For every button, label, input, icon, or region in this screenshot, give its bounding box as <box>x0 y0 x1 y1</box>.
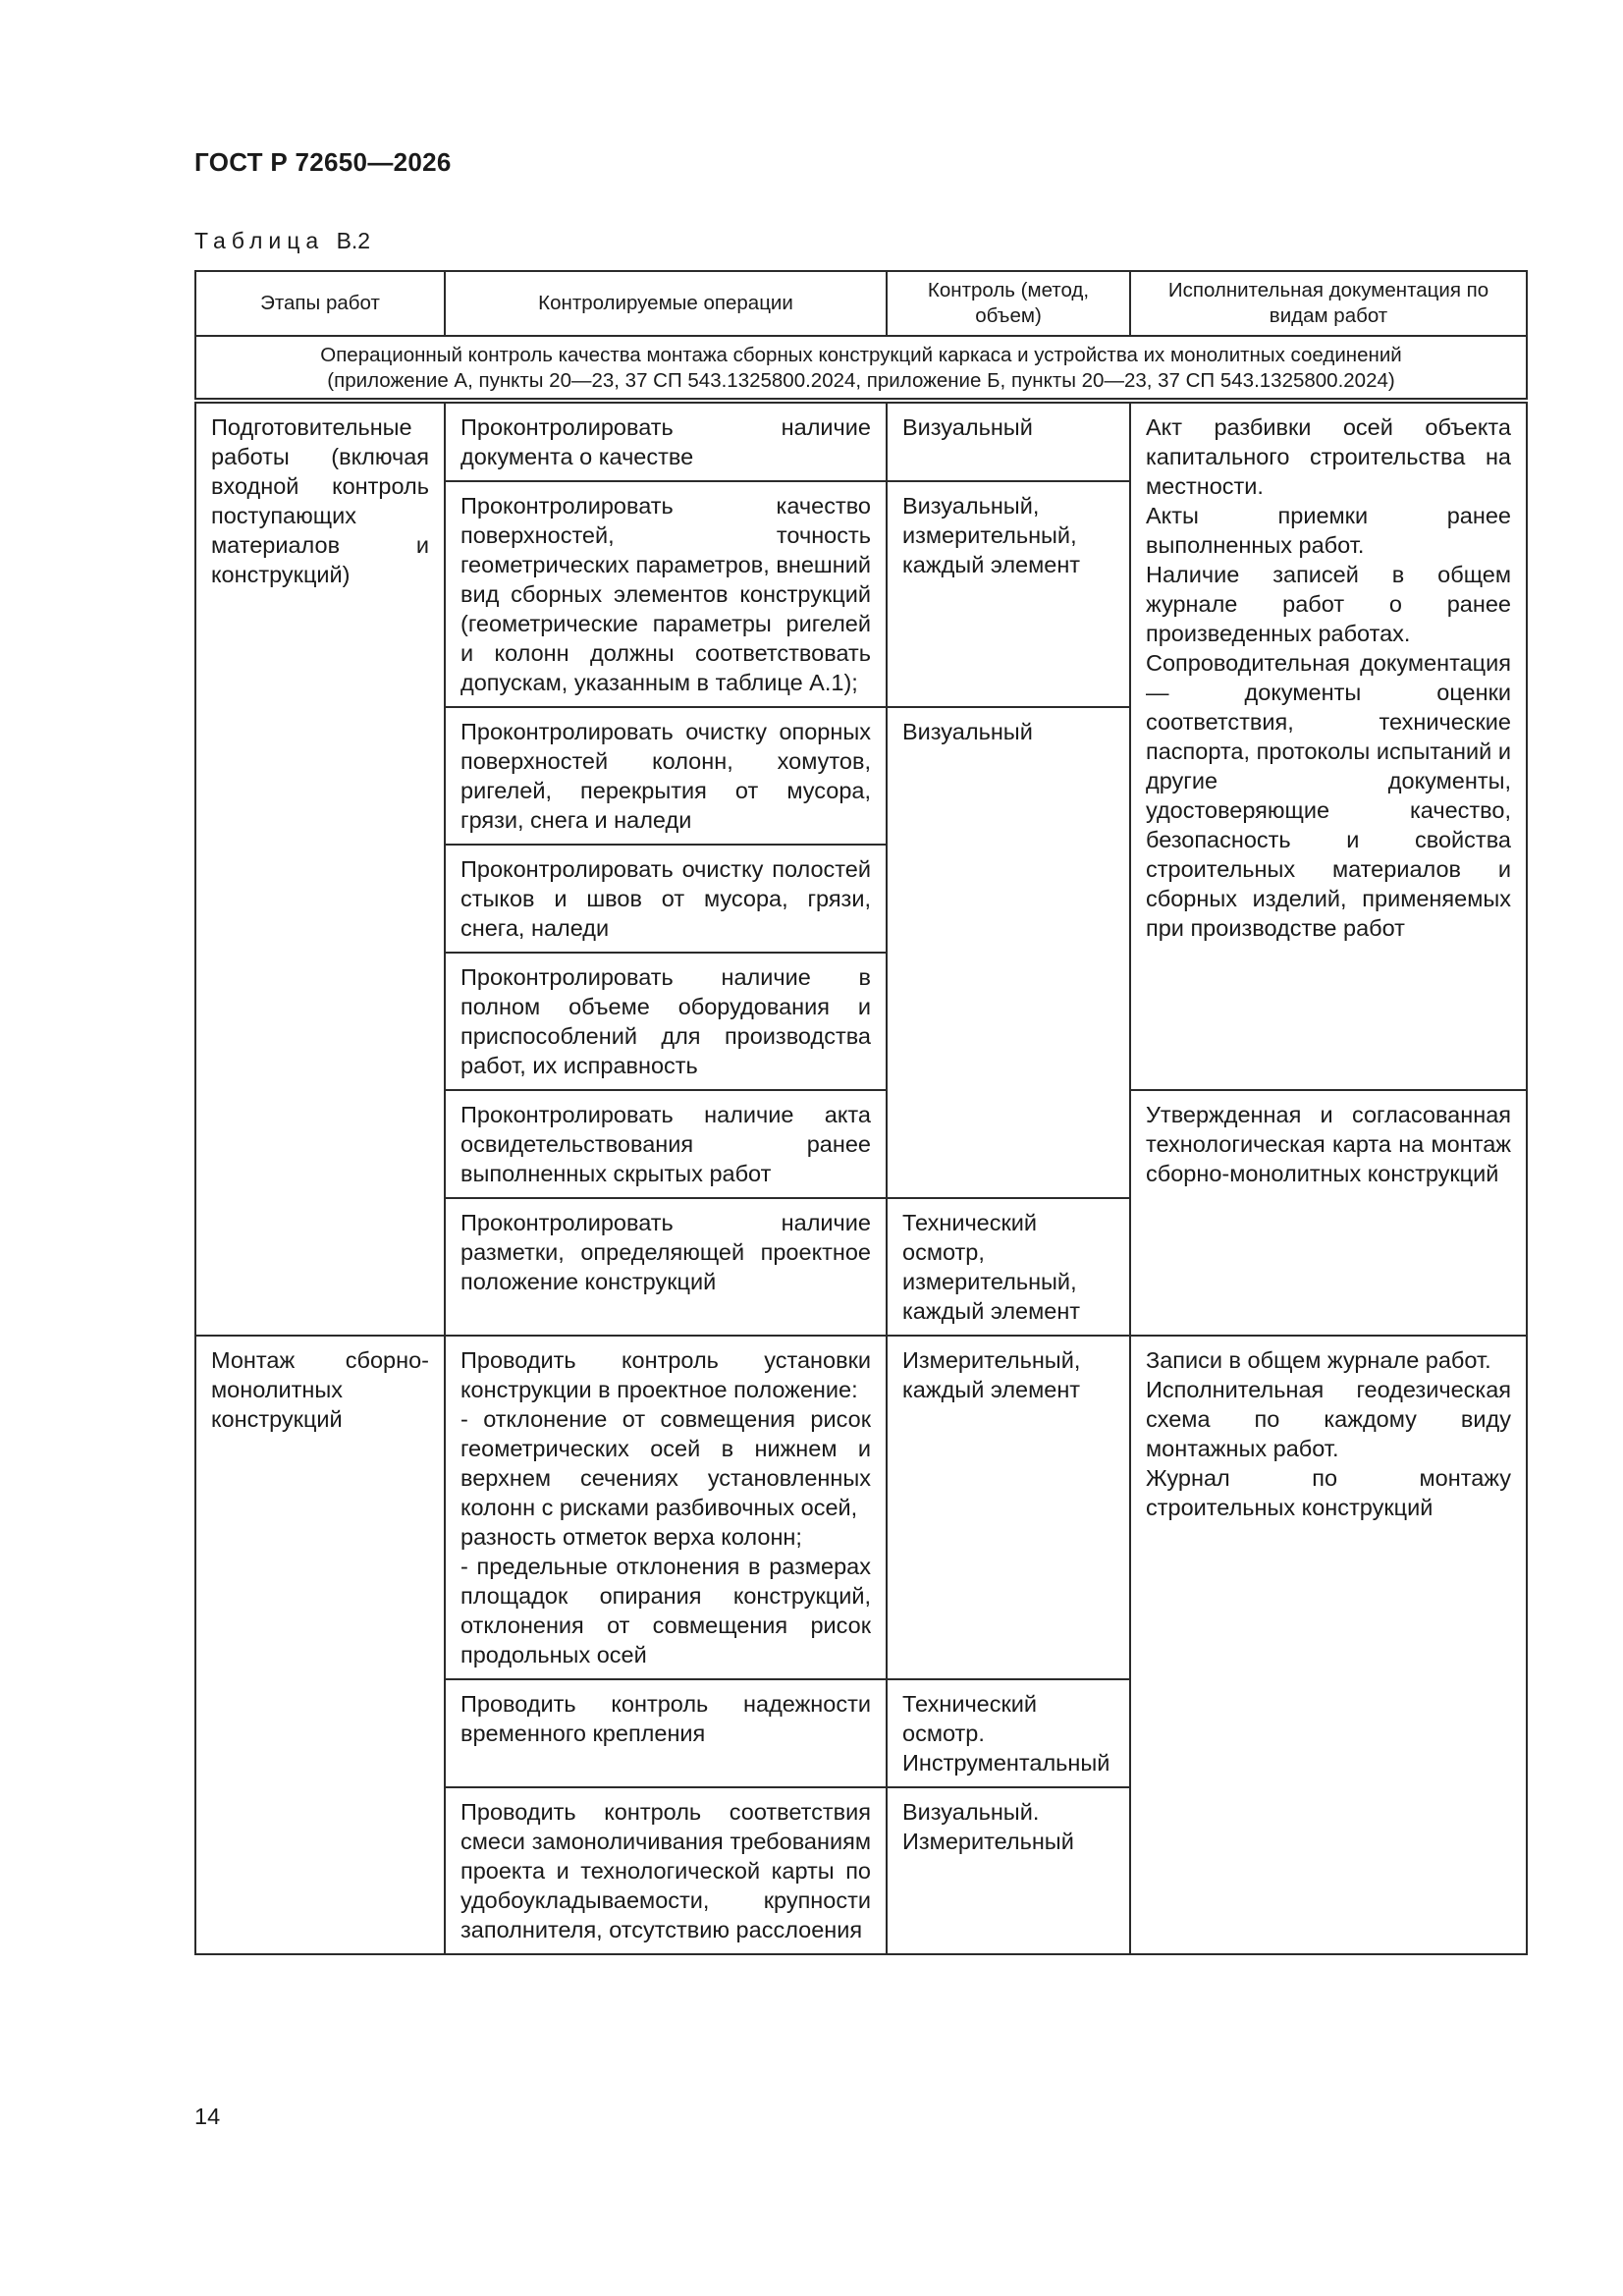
control-cell: Визуальный <box>887 707 1130 1198</box>
operation-cell: Проконтролировать качество поверхностей, точность геометрических параметров, внешний вид сборных элементов конструкций (геометрические параметры ригелей и колонн должны соответствовать допускам, указанным в таблице А.1); <box>445 481 887 707</box>
control-cell: Визуальный, измерительный, каждый элемент <box>887 481 1130 707</box>
control-cell: Технический осмотр. Инструментальный <box>887 1679 1130 1787</box>
stage-cell: Монтаж сборно-монолитных конструкций <box>195 1336 445 1954</box>
operation-cell: Проконтролировать очистку полостей стыков и швов от мусора, грязи, снега, наледи <box>445 845 887 953</box>
operation-cell: Проконтролировать наличие акта освидетельствования ранее выполненных скрытых работ <box>445 1090 887 1198</box>
control-cell: Визуальный. Измерительный <box>887 1787 1130 1954</box>
table-row <box>195 401 1527 481</box>
table-caption-number: В.2 <box>336 228 371 253</box>
column-header-control: Контроль (метод, объем) <box>887 271 1130 336</box>
operation-cell: Проводить контроль надежности временного крепления <box>445 1679 887 1787</box>
column-header-stage: Этапы работ <box>195 271 445 336</box>
column-header-operation: Контролируемые операции <box>445 271 887 336</box>
control-cell: Технический осмотр, измерительный, каждый элемент <box>887 1198 1130 1336</box>
operation-cell: Проконтролировать наличие в полном объеме оборудования и приспособлений для производства работ, их исправность <box>445 953 887 1090</box>
column-header-docs: Исполнительная документация по видам работ <box>1130 271 1527 336</box>
operation-cell: Проконтролировать наличие документа о качестве <box>445 401 887 481</box>
docs-cell: Записи в общем журнале работ. Исполнительная геодезическая схема по каждому виду монтажных работ. Журнал по монтажу строительных конструкций <box>1130 1336 1527 1954</box>
table-row <box>195 1336 1527 1679</box>
section-row <box>195 336 1527 401</box>
docs-cell: Утвержденная и согласованная технологическая карта на монтаж сборно-монолитных конструкций <box>1130 1090 1527 1336</box>
stage-cell: Подготовительные работы (включая входной контроль поступающих материалов и конструкций) <box>195 401 445 1336</box>
table-header-row <box>195 271 1527 336</box>
table-caption-prefix: Таблица <box>194 228 325 253</box>
page-number: 14 <box>194 2104 221 2129</box>
inspection-table <box>194 270 1528 1955</box>
document-header: ГОСТ Р 72650—2026 <box>194 147 452 177</box>
docs-cell: Акт разбивки осей объекта капитального строительства на местности. Акты приемки ранее выполненных работ. Наличие записей в общем журнале работ о ранее произведенных работах. Сопроводительная документация — документы оценки соответствия, технические паспорта, протоколы испытаний и другие документы, удостоверяющие качество, безопасность и свойства строительных материалов и сборных изделий, применяемых при производстве работ <box>1130 401 1527 1090</box>
control-cell: Измерительный, каждый элемент <box>887 1336 1130 1679</box>
operation-cell: Проводить контроль установки конструкции в проектное положение: - отклонение от совмещения рисок геометрических осей в нижнем и верхнем сечениях установленных колонн с рисками разбивочных осей, разность отметок верха колонн; - предельные отклонения в размерах площадок опирания конструкций, отклонения от совмещения рисок продольных осей <box>445 1336 887 1679</box>
control-cell: Визуальный <box>887 401 1130 481</box>
table-caption <box>194 228 370 254</box>
operation-cell: Проводить контроль соответствия смеси замоноличивания требованиям проекта и технологической карты по удобоукладываемости, крупности заполнителя, отсутствию расслоения <box>445 1787 887 1954</box>
section-title: Операционный контроль качества монтажа сборных конструкций каркаса и устройства их монолитных соединений (приложение А, пункты 20—23, 37 СП 543.1325800.2024, приложение Б, пункты 20—23, 37 СП 543.1325800.2024) <box>195 336 1527 401</box>
operation-cell: Проконтролировать очистку опорных поверхностей колонн, хомутов, ригелей, перекрытия от мусора, грязи, снега и наледи <box>445 707 887 845</box>
operation-cell: Проконтролировать наличие разметки, определяющей проектное положение конструкций <box>445 1198 887 1336</box>
